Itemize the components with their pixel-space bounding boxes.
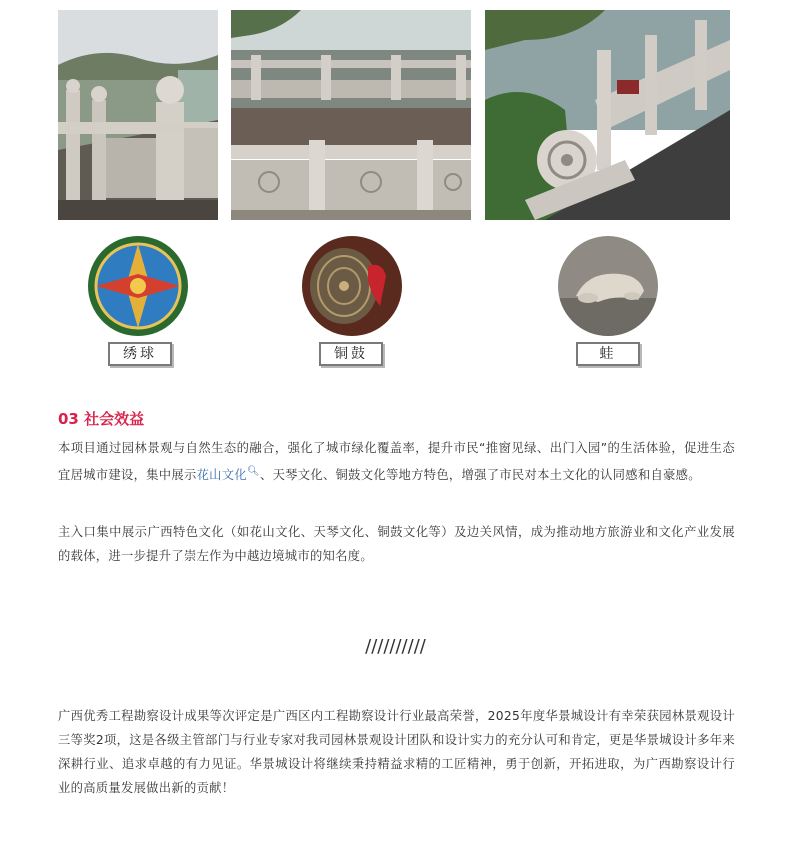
section-title: 03 社会效益	[58, 410, 145, 428]
para1-text-after: 、天琴文化、铜鼓文化等地方特色，增强了市民对本土文化的认同感和自豪感。	[259, 468, 701, 483]
bronze-drum-image	[302, 236, 402, 336]
balustrade-photo-carved-panels	[231, 10, 471, 220]
balustrade-photo-wheel-carving	[485, 10, 730, 220]
hydrangea-ball-image	[88, 236, 188, 336]
paragraph-social-benefit-2: 主入口集中展示广西特色文化（如花山文化、天琴文化、铜鼓文化等）及边关风情，成为推动地方旅游业和文化产业发展的载体，进一步提升了崇左作为中越边境城市的知名度。	[58, 525, 735, 563]
caption-frog: 蛙	[576, 342, 640, 366]
search-icon[interactable]: 🔍︎	[246, 466, 260, 477]
para1-text-before: 本项目通过园林景观与自然生态的融合，强化了城市绿化覆盖率，提升市民“推窗见绿、出门入园”的生活体验，促进生态宜居城市建设，集中展示	[58, 441, 735, 483]
section-divider: //////////	[365, 636, 426, 657]
paragraph-closing: 广西优秀工程勘察设计成果等次评定是广西区内工程勘察设计行业最高荣誉，2025年度华景城设计有幸荣获园林景观设计三等奖2项，这是各级主管部门与行业专家对我司园林景观设计团队和设计实力的充分认可和肯定，更是华景城设计多年来深耕行业、追求卓越的有力见证。华景城设计将继续秉持精益求精的工匠精神，勇于创新，开拓进取，为广西勘察设计行业的高质量发展做出新的贡献！	[58, 709, 735, 795]
huashan-culture-link[interactable]: 花山文化	[196, 468, 247, 483]
frog-sculpture-image	[558, 236, 658, 336]
balustrade-photo-ball-finials	[58, 10, 218, 220]
caption-hydrangea-ball: 绣球	[108, 342, 172, 366]
caption-bronze-drum: 铜鼓	[319, 342, 383, 366]
paragraph-social-benefit-1	[58, 436, 735, 487]
